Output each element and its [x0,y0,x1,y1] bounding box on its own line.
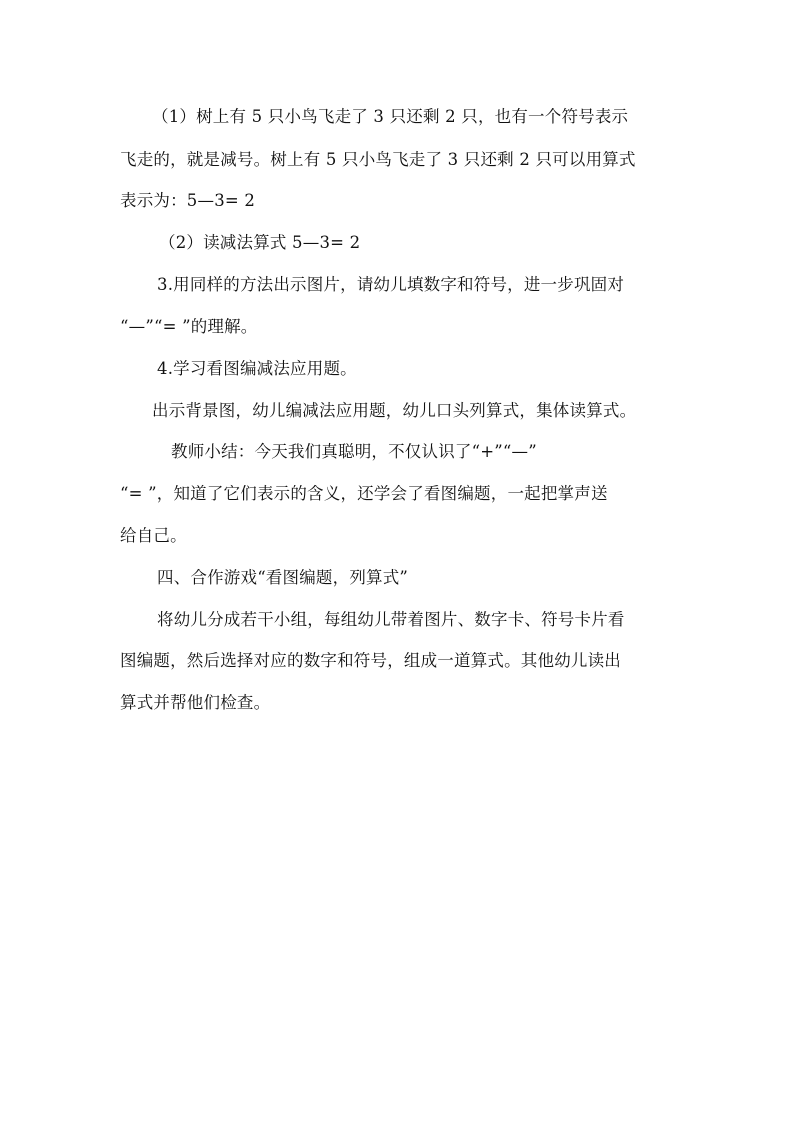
text-line-4: （2）读减法算式 5—3= 2 [159,233,361,252]
text-line-11: 给自己。 [120,526,187,545]
text-line-15: 算式并帮他们检查。 [120,693,271,712]
text-line-6: “—”“= ”的理解。 [120,317,258,336]
text-line-3: 表示为：5—3= 2 [120,191,256,210]
text-line-7: 4.学习看图编减法应用题。 [157,359,357,378]
text-line-14: 图编题，然后选择对应的数字和符号，组成一道算式。其他幼儿读出 [120,651,621,670]
text-line-12: 四、合作游戏“看图编题，列算式” [157,568,409,587]
text-line-9: 教师小结：今天我们真聪明，不仅认识了“+”“—” [171,442,537,461]
text-line-8: 出示背景图，幼儿编减法应用题，幼儿口头列算式，集体读算式。 [152,401,637,420]
text-line-2: 飞走的，就是减号。树上有 5 只小鸟飞走了 3 只还剩 2 只可以用算式 [120,150,636,169]
text-line-13: 将幼儿分成若干小组，每组幼儿带着图片、数字卡、符号卡片看 [157,610,625,629]
text-line-10: “= ”，知道了它们表示的含义，还学会了看图编题，一起把掌声送 [120,484,608,503]
text-line-1: （1）树上有 5 只小鸟飞走了 3 只还剩 2 只，也有一个符号表示 [152,107,629,126]
text-line-5: 3.用同样的方法出示图片，请幼儿填数字和符号，进一步巩固对 [157,275,625,294]
